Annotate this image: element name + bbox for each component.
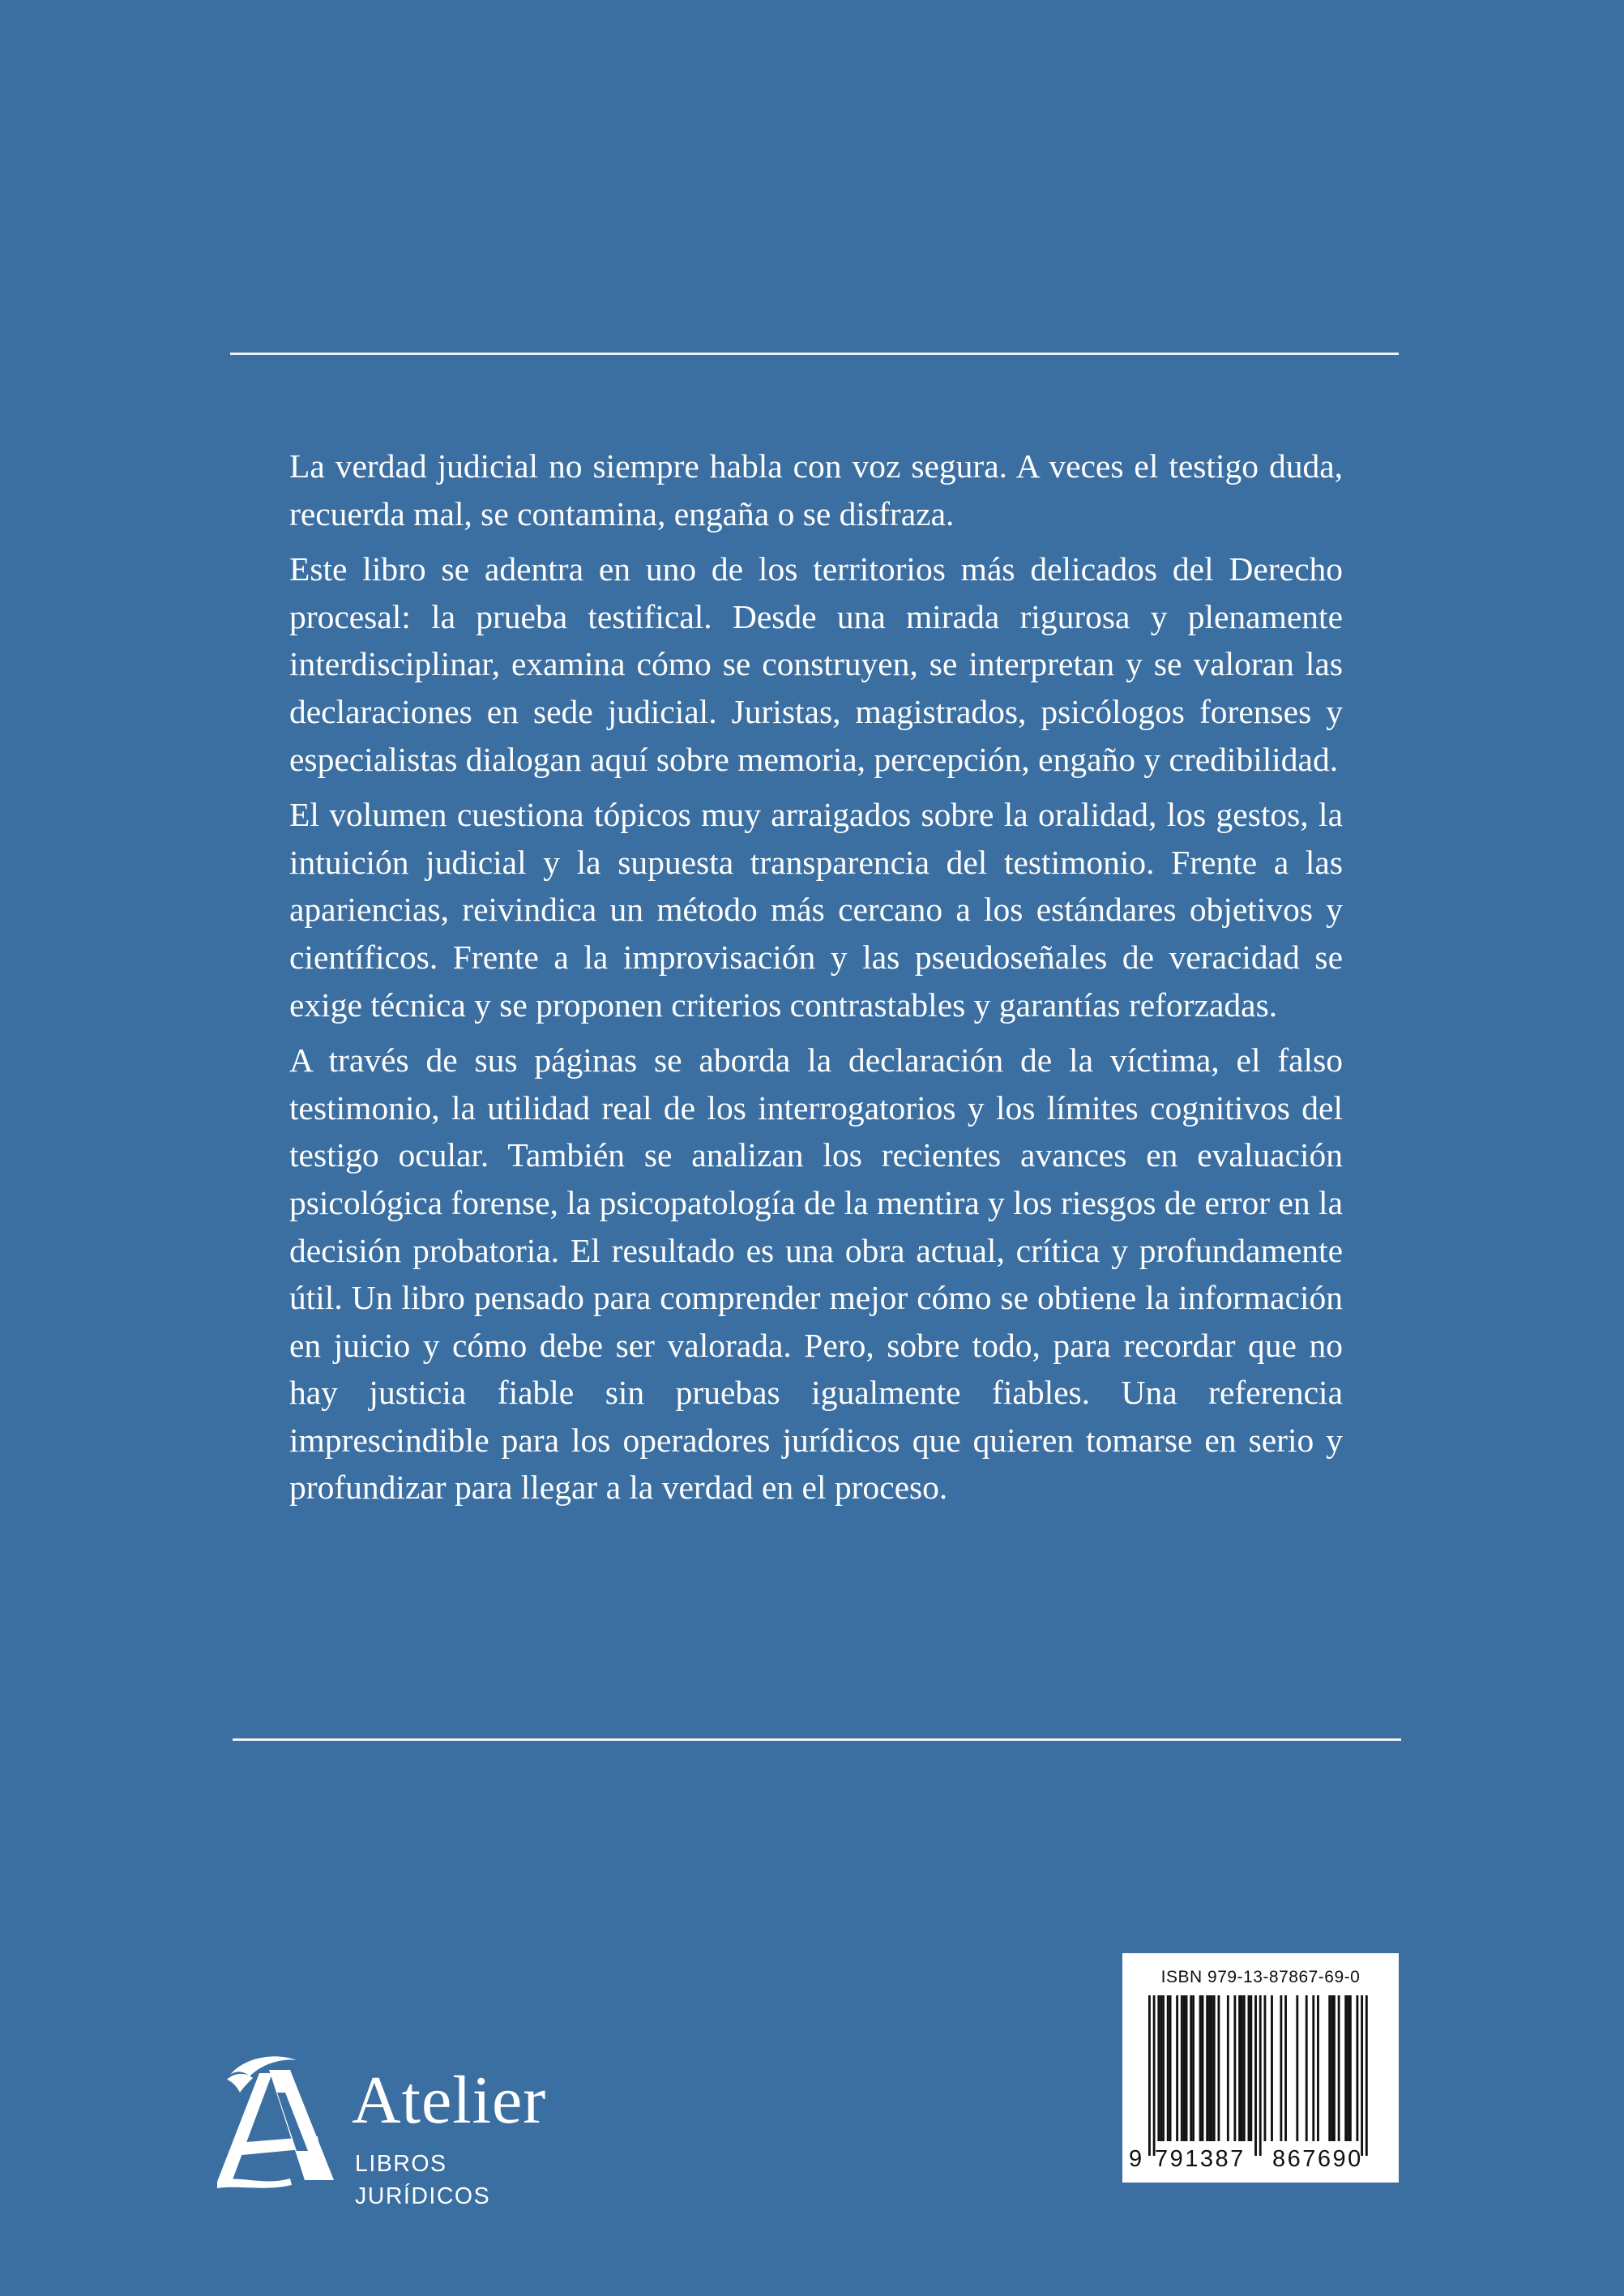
- barcode-first-digit: 9: [1129, 2146, 1143, 2172]
- publisher-logo: [212, 2052, 585, 2209]
- barcode-bar: [1349, 1995, 1352, 2141]
- barcode-bar: [1338, 1995, 1340, 2141]
- barcode-bar: [1211, 1995, 1213, 2141]
- barcode-bar: [1218, 1995, 1220, 2141]
- barcode-bar: [1238, 1995, 1241, 2141]
- barcode-bar: [1190, 1995, 1192, 2141]
- barcode-bar: [1264, 1995, 1267, 2141]
- barcode-bar: [1280, 1995, 1282, 2141]
- barcode-bar: [1347, 1995, 1349, 2141]
- barcode-bar: [1248, 1995, 1250, 2141]
- barcode-bar: [1169, 1995, 1172, 2141]
- blurb-paragraph: El volumen cuestiona tópicos muy arraigados sobre la oralidad, los gestos, la intuición judicial y la supuesta transparencia del testimonio. Frente a las apariencias, reivindica un método más cercano a los estándares objetivos y científicos. Frente a la improvisación y las pseudoseñales de veracidad se exige técnica y se proponen criterios contrastables y garantías reforzadas.: [289, 796, 1343, 1024]
- barcode-bar: [1317, 1995, 1319, 2141]
- barcode-bar: [1250, 1995, 1252, 2141]
- barcode-bar: [1312, 1995, 1314, 2141]
- blurb-paragraph: La verdad judicial no siempre habla con voz segura. A veces el testigo duda, recuerda mal, se contamina, engaña o se disfraza.: [289, 447, 1343, 532]
- barcode-bar: [1344, 1995, 1347, 2141]
- atelier-a-logo-icon: [212, 2052, 342, 2190]
- bottom-divider-rule: [233, 1738, 1401, 1741]
- barcode-bar: [1148, 1995, 1151, 2156]
- barcode-bar: [1361, 1995, 1363, 2156]
- top-divider-rule: [230, 353, 1399, 355]
- barcode-bar: [1186, 1995, 1188, 2141]
- barcode-bar: [1365, 1995, 1368, 2156]
- barcode-bar: [1162, 1995, 1165, 2141]
- barcode-left-digits: 791387: [1155, 2146, 1246, 2172]
- barcode-bar: [1243, 1995, 1246, 2141]
- publisher-tagline: LIBROS JURÍDICOS: [355, 2151, 491, 2209]
- barcode-bar: [1206, 1995, 1208, 2141]
- barcode-bar: [1331, 1995, 1333, 2141]
- barcode-bar: [1157, 1995, 1160, 2141]
- barcode-bar: [1183, 1995, 1186, 2141]
- barcode-bar: [1284, 1995, 1287, 2141]
- isbn-barcode: [1122, 1953, 1399, 2183]
- barcode-bar: [1192, 1995, 1194, 2141]
- barcode-bar: [1213, 1995, 1216, 2141]
- barcode-right-digits: 867690: [1272, 2146, 1363, 2172]
- barcode-bar: [1208, 1995, 1211, 2141]
- barcode-bar: [1227, 1995, 1229, 2141]
- barcode-bar: [1254, 1995, 1257, 2156]
- barcode-bar: [1199, 1995, 1202, 2141]
- barcode-bar: [1333, 1995, 1336, 2141]
- publisher-name: Atelier: [352, 2063, 547, 2138]
- barcode-bar: [1241, 1995, 1243, 2141]
- barcode-bar: [1259, 1995, 1262, 2156]
- barcode-bar: [1181, 1995, 1183, 2141]
- back-cover-blurb: [289, 443, 1343, 1520]
- barcode-bar: [1167, 1995, 1169, 2141]
- isbn-label: ISBN 979-13-87867-69-0: [1160, 1968, 1361, 1986]
- barcode-bar: [1160, 1995, 1162, 2141]
- barcode-bar: [1306, 1995, 1308, 2141]
- barcode-bar: [1328, 1995, 1331, 2141]
- blurb-paragraph: Este libro se adentra en uno de los territorios más delicados del Derecho procesal: la prueba testifical. Desde una mirada rigurosa y plenamente interdisciplinar, examina cómo se construyen, se interpretan y se valoran las declaraciones en sede judicial. Juristas, magistrados, psicólogos forenses y especialistas dialogan aquí sobre memoria, percepción, engaño y credibilidad.: [289, 550, 1343, 778]
- barcode-bar: [1153, 1995, 1156, 2156]
- barcode-bar: [1202, 1995, 1204, 2141]
- barcode-bar: [1233, 1995, 1236, 2141]
- barcode-bar: [1176, 1995, 1178, 2141]
- barcode-bar: [1271, 1995, 1273, 2141]
- barcode-bar: [1296, 1995, 1298, 2141]
- blurb-paragraph: A través de sus páginas se aborda la declaración de la víctima, el falso testimonio, la utilidad real de los interrogatorios y los límites cognitivos del testigo ocular. También se analizan los recientes avances en evaluación psicológica forense, la psicopatología de la mentira y los riesgos de error en la decisión probatoria. El resultado es una obra actual, crítica y profundamente útil. Un libro pensado para comprender mejor cómo se obtiene la información en juicio y cómo debe ser valorada. Pero, sobre todo, para recordar que no hay justicia fiable sin pruebas igualmente fiables. Una referencia imprescindible para los operadores jurídicos que quieren tomarse en serio y profundizar para llegar a la verdad en el proceso.: [289, 1041, 1343, 1507]
- barcode-bar: [1357, 1995, 1359, 2141]
